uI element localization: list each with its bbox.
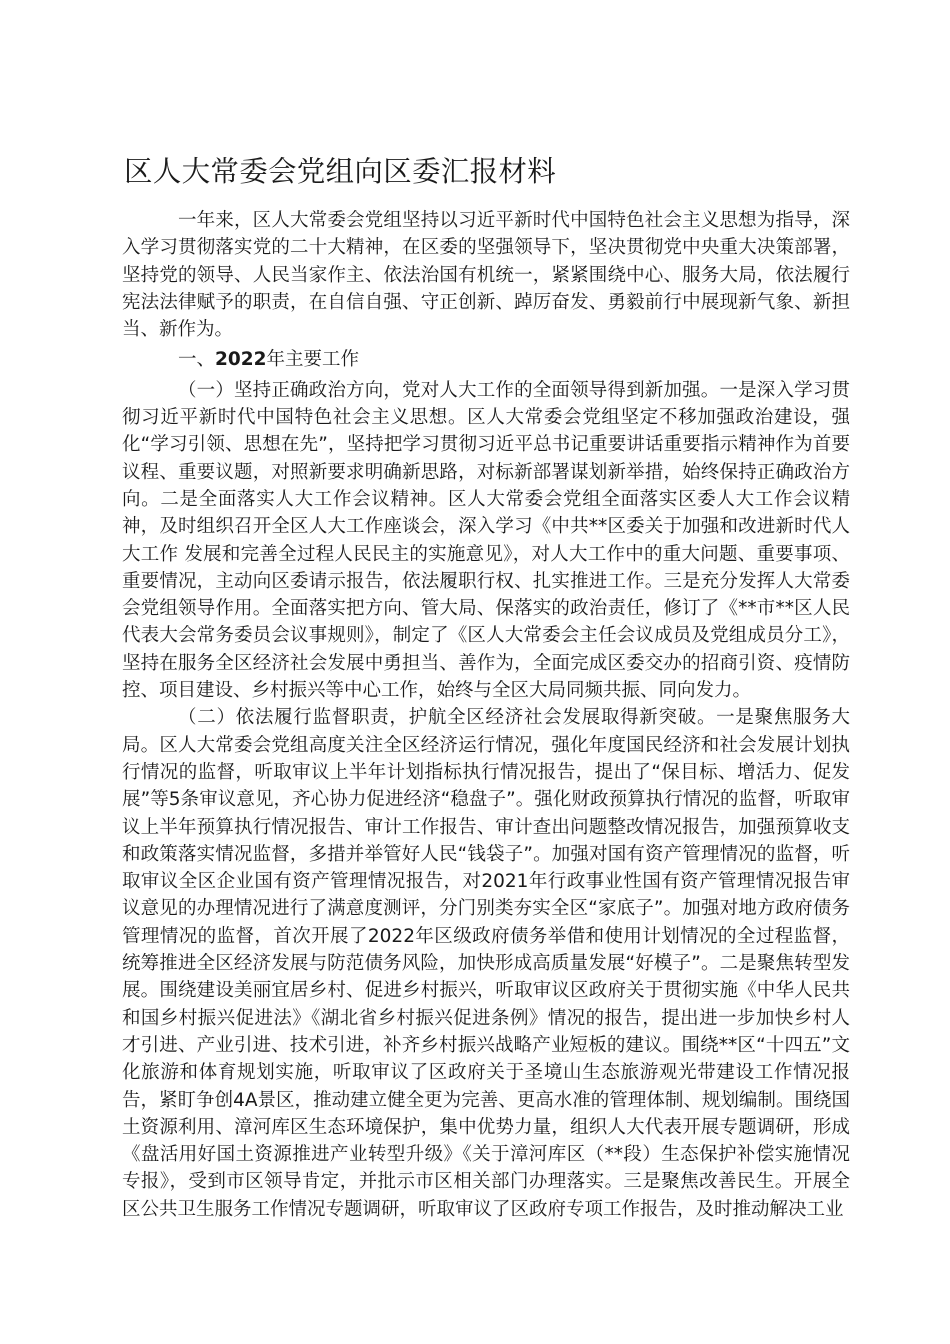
section-heading-prefix: 一、 (178, 349, 216, 371)
section-heading-year: 2022 (215, 349, 267, 371)
document-title: 区人大常委会党组向区委汇报材料 (124, 155, 557, 188)
document-body (122, 207, 850, 1223)
intro-paragraph: 一年来，区人大常委会党组坚持以习近平新时代中国特色社会主义思想为指导，深入学习贯彻落实党的二十大精神，在区委的坚强领导下，坚决贯彻党中央重大决策部署，坚持党的领导、人民当家作主、依法治国有机统一，紧紧围绕中心、服务大局，依法履行宪法法律赋予的职责，在自信自强、守正创新、踔厉奋发、勇毅前行中展现新气象、新担当、新作为。 (122, 210, 850, 341)
section-heading-suffix: 年主要工作 (266, 349, 360, 371)
section-heading (122, 346, 850, 373)
paragraph-political-direction: （一）坚持正确政治方向，党对人大工作的全面领导得到新加强。一是深入学习贯彻习近平新时代中国特色社会主义思想。区人大常委会党组坚定不移加强政治建设，强化“学习引领、思想在先”，坚持把学习贯彻习近平总书记重要讲话重要指示精神作为首要议程、重要议题，对照新要求明确新思路，对标新部署谋划新举措，始终保持正确政治方向。二是全面落实人大工作会议精神。区人大常委会党组全面落实区委人大工作会议精神，及时组织召开全区人大工作座谈会，深入学习《中共**区委关于加强和改进新时代人大工作 发展和完善全过程人民民主的实施意见》，对人大工作中的重大问题、重要事项、重要情况，主动向区委请示报告，依法履职行权、扎实推进工作。三是充分发挥人大常委会党组领导作用。全面落实把方向、管大局、保落实的政治责任，修订了《**市**区人民代表大会常务委员会议事规则》，制定了《区人大常委会主任会议成员及党组成员分工》，坚持在服务全区经济社会发展中勇担当、善作为，全面完成区委交办的招商引资、疫情防控、项目建设、乡村振兴等中心工作，始终与全区大局同频共振、同向发力。 (122, 379, 850, 702)
paragraph-supervision-duties: （二）依法履行监督职责，护航全区经济社会发展取得新突破。一是聚焦服务大局。区人大常委会党组高度关注全区经济运行情况，强化年度国民经济和社会发展计划执行情况的监督，听取审议上半年计划指标执行情况报告，提出了“保目标、增活力、促发展”等5条审议意见，齐心协力促进经济“稳盘子”。强化财政预算执行情况的监督，听取审议上半年预算执行情况报告、审计工作报告、审计查出问题整改情况报告，加强预算收支和政策落实情况监督，多措并举管好人民“钱袋子”。加强对国有资产管理情况的监督，听取审议全区企业国有资产管理情况报告，对2021年行政事业性国有资产管理情况报告审议意见的办理情况进行了满意度测评，分门别类夯实全区“家底子”。加强对地方政府债务管理情况的监督，首次开展了2022年区级政府债务举借和使用计划情况的全过程监督，统筹推进全区经济发展与防范债务风险，加快形成高质量发展“好模子”。二是聚焦转型发展。围绕建设美丽宜居乡村、促进乡村振兴，听取审议区政府关于贯彻实施《中华人民共和国乡村振兴促进法》《湖北省乡村振兴促进条例》情况的报告，提出进一步加快乡村人才引进、产业引进、技术引进，补齐乡村振兴战略产业短板的建议。围绕**区“十四五”文化旅游和体育规划实施，听取审议了区政府关于圣境山生态旅游观光带建设工作情况报告，紧盯争创4A景区，推动建立健全更为完善、更高水准的管理体制、规划编制。围绕国土资源利用、漳河库区生态环境保护，集中优势力量，组织人大代表开展专题调研，形成《盘活用好国土资源推进产业转型升级》《关于漳河库区（**段）生态保护补偿实施情况专报》，受到市区领导肯定，并批示市区相关部门办理落实。三是聚焦改善民生。开展全区公共卫生服务工作情况专题调研，听取审议了区政府专项工作报告，及时推动解决工业 (122, 707, 850, 1220)
